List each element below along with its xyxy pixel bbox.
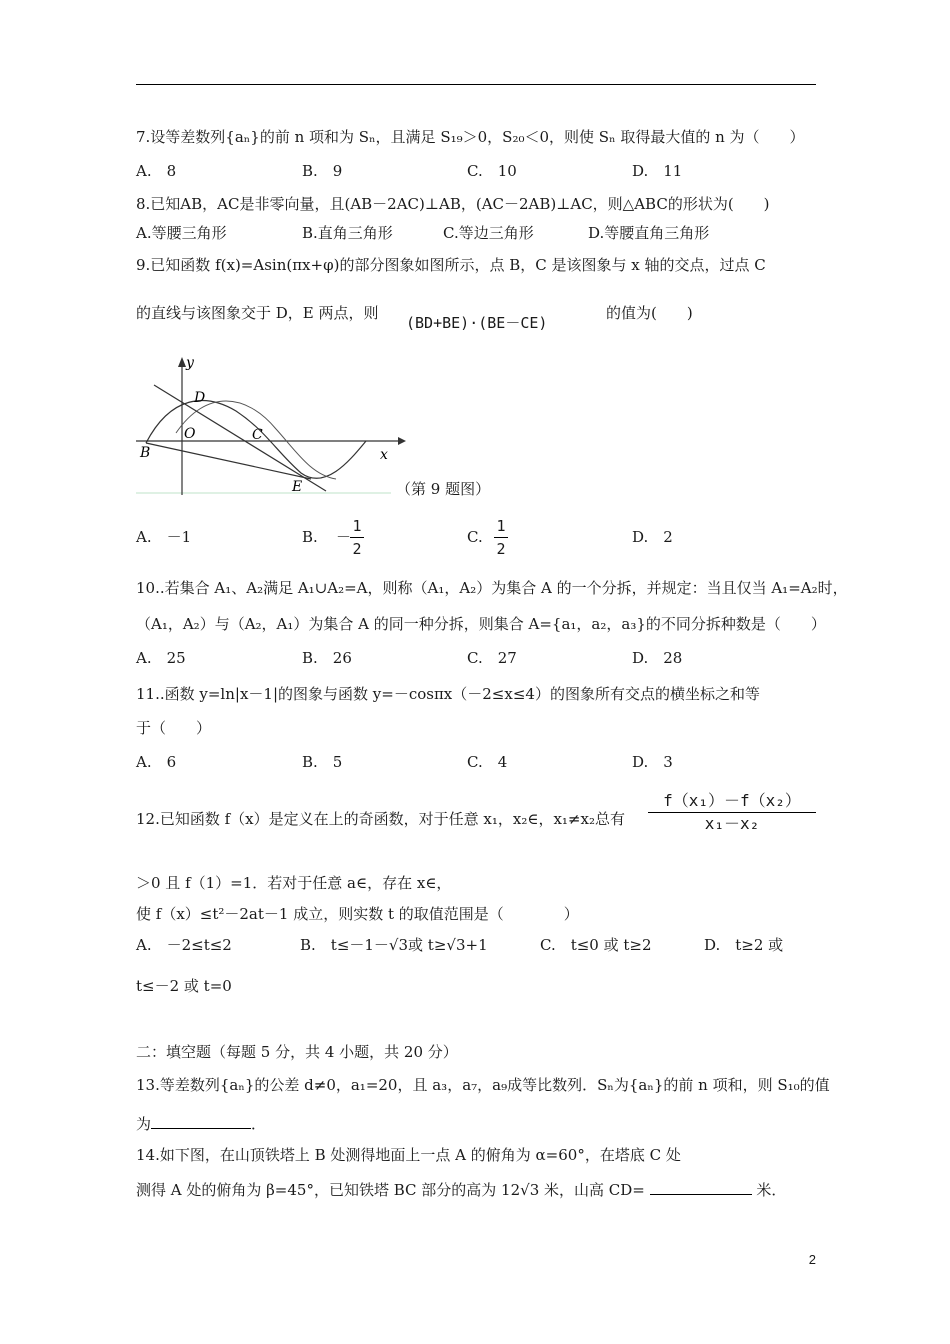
- q12-fraction-numerator: f（x₁）－f（x₂）: [663, 791, 801, 810]
- q9-option-b-denominator: 2: [352, 540, 362, 558]
- q13-line2-suffix: ．: [251, 1115, 267, 1133]
- q9-stem-line2: 的直线与该图象交于 D，E 两点，则: [136, 304, 379, 322]
- q12-option-a: A. －2≤t≤2: [136, 936, 232, 954]
- q10-line2: （A₁，A₂）与（A₂，A₁）为集合 A 的同一种分拆，则集合 A={a₁，a₂，a₃}的不同分拆种数是（ ）: [136, 615, 826, 633]
- label-b: B: [140, 445, 151, 461]
- label-o: O: [184, 426, 196, 442]
- header-rule: [136, 84, 816, 85]
- q14-line2-prefix: 测得 A 处的俯角为 β=45°，已知铁塔 BC 部分的高为 12√3 米，山高 CD=: [136, 1181, 645, 1199]
- q9-option-b-numerator: 1: [352, 517, 362, 535]
- section-2-heading: 二：填空题（每题 5 分，共 4 小题，共 20 分）: [136, 1043, 458, 1061]
- q11-line1: 11..函数 y=ln|x－1|的图象与函数 y=－cosπx（－2≤x≤4）的图象所有交点的横坐标之和等: [136, 685, 760, 703]
- q10-option-b: B. 26: [302, 649, 352, 667]
- q12-line1: 12.已知函数 f（x）是定义在上的奇函数，对于任意 x₁，x₂∈，x₁≠x₂总有: [136, 810, 625, 828]
- q9-option-c-fraction: [494, 515, 508, 560]
- q9-option-c-numerator: 1: [496, 517, 506, 535]
- q11-option-c: C. 4: [467, 753, 508, 771]
- q9-option-b-sign: －: [336, 528, 352, 546]
- q9-option-c-prefix: C.: [467, 528, 483, 546]
- q12-option-d-continued: t≤－2 或 t=0: [136, 977, 232, 995]
- q12-line2: ＞0 且 f（1）=1．若对于任意 a∈，存在 x∈，: [136, 874, 452, 892]
- q7-option-a: A. 8: [136, 162, 177, 180]
- q7-option-b: B. 9: [302, 162, 343, 180]
- q8-option-b: B.直角三角形: [302, 224, 393, 242]
- q13-line2-prefix: 为: [136, 1115, 152, 1133]
- q14-line2: [136, 1178, 786, 1200]
- q9-option-c-denominator: 2: [496, 540, 506, 558]
- q10-line1: 10..若集合 A₁、A₂满足 A₁∪A₂=A，则称（A₁，A₂）为集合 A 的一个分拆，并规定：当且仅当 A₁=A₂时，: [136, 579, 848, 597]
- q9-figure: [136, 355, 406, 495]
- q12-fraction: [648, 790, 816, 835]
- q12-option-c: C. t≤0 或 t≥2: [540, 936, 652, 954]
- q8-option-c: C.等边三角形: [443, 224, 534, 242]
- label-c: C: [252, 427, 263, 443]
- q10-option-c: C. 27: [467, 649, 517, 667]
- q9-option-b-fraction: [350, 515, 364, 560]
- q9-option-d: D. 2: [632, 528, 673, 546]
- q7-option-c: C. 10: [467, 162, 517, 180]
- q14-line1: 14.如下图，在山顶铁塔上 B 处测得地面上一点 A 的俯角为 α=60°，在塔底 C 处: [136, 1146, 681, 1164]
- q13-line1: 13.等差数列{aₙ}的公差 d≠0，a₁=20，且 a₃，a₇，a₉成等比数列．Sₙ为{aₙ}的前 n 项和，则 S₁₀的值: [136, 1076, 830, 1094]
- q8-option-a: A.等腰三角形: [136, 224, 227, 242]
- q7-option-d: D. 11: [632, 162, 683, 180]
- q9-vector-expression: (BD+BE)·(BE－CE): [406, 314, 548, 332]
- q12-option-d: D. t≥2 或: [704, 936, 784, 954]
- q9-figure-caption: （第 9 题图）: [396, 480, 491, 498]
- q13-answer-blank[interactable]: [151, 1112, 251, 1129]
- label-x: x: [380, 447, 388, 463]
- q8-stem: 8.已知AB，AC是非零向量，且(AB－2AC)⊥AB，(AC－2AB)⊥AC，则△ABC的形状为( ): [136, 195, 770, 213]
- q10-option-a: A. 25: [136, 649, 186, 667]
- q11-option-b: B. 5: [302, 753, 343, 771]
- q8-option-d: D.等腰直角三角形: [588, 224, 710, 242]
- q9-option-a: A. －1: [136, 528, 192, 546]
- q11-option-a: A. 6: [136, 753, 177, 771]
- label-d: D: [194, 390, 206, 406]
- q14-answer-blank[interactable]: [650, 1178, 752, 1195]
- q7-stem: 7.设等差数列{aₙ}的前 n 项和为 Sₙ，且满足 S₁₉＞0，S₂₀＜0，则使 Sₙ 取得最大值的 n 为（ ）: [136, 128, 805, 146]
- label-y: y: [186, 355, 194, 371]
- label-e: E: [292, 479, 303, 495]
- q9-stem-line1: 9.已知函数 f(x)=Asin(πx+φ)的部分图象如图所示，点 B，C 是该图象与 x 轴的交点，过点 C: [136, 256, 766, 274]
- q9-option-b-prefix: B.: [302, 528, 318, 546]
- q14-line2-suffix: 米．: [756, 1181, 787, 1199]
- q11-line2: 于（ ）: [136, 719, 212, 737]
- q13-line2: [136, 1112, 266, 1134]
- q12-line3: 使 f（x）≤t²－2at－1 成立，则实数 t 的取值范围是（ ）: [136, 905, 579, 923]
- q10-option-d: D. 28: [632, 649, 683, 667]
- q9-stem-tail: 的值为( ): [606, 304, 693, 322]
- page-number: 2: [808, 1252, 816, 1267]
- q12-option-b: B. t≤－1－√3或 t≥√3+1: [300, 936, 488, 954]
- q12-fraction-denominator: x₁－x₂: [704, 814, 760, 833]
- q11-option-d: D. 3: [632, 753, 673, 771]
